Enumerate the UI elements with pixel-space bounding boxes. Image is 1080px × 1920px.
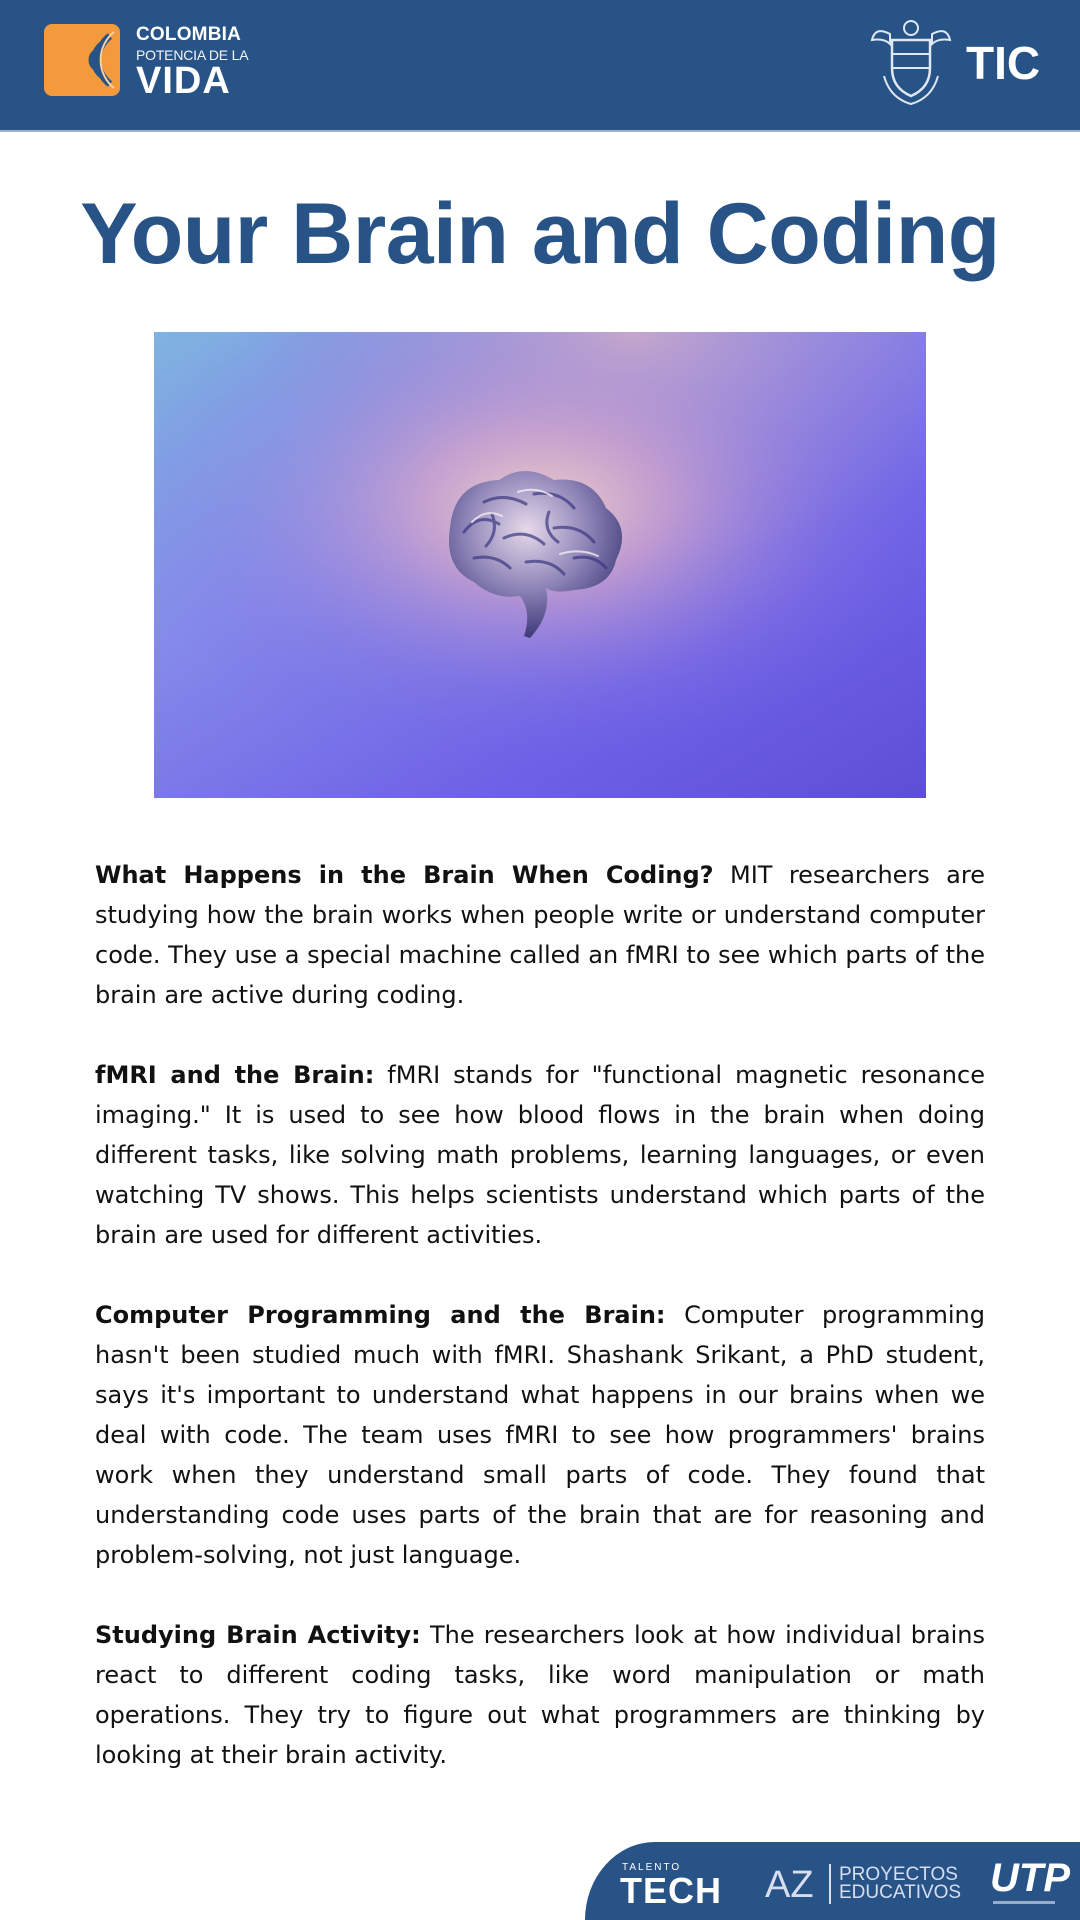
- section-heading: Computer Programming and the Brain:: [95, 1301, 666, 1329]
- utp-logo: UTP: [990, 1856, 1070, 1900]
- talento-tech-logo: [620, 1862, 735, 1911]
- footer-divider: [829, 1864, 831, 1904]
- proyectos-educativos-label: [839, 1866, 961, 1902]
- logo-line-colombia: COLOMBIA: [136, 24, 242, 45]
- coat-of-arms-icon: [870, 16, 952, 108]
- section-text: Computer programming hasn't been studied much with fMRI. Shashank Srikant, a PhD student, says it's important to understand what happens in our brains when we deal with code. The team uses fMRI to see how programmers' brains work when they understand small parts of code. They found that understanding code uses parts of the brain that are for reasoning and problem-solving, not just language.: [95, 1301, 985, 1569]
- footer-bar: [585, 1842, 1080, 1920]
- section-brain-activity: [95, 1615, 985, 1775]
- tic-label: TIC: [966, 37, 1041, 89]
- tech-label: TECH: [620, 1870, 722, 1911]
- section-heading: fMRI and the Brain:: [95, 1061, 375, 1089]
- section-text: The researchers look at how individual brains react to different coding tasks, like word manipulation or math operations. They try to figure out what programmers are thinking by looking at their brain activity.: [95, 1621, 986, 1769]
- colombia-logo: [44, 24, 254, 102]
- section-programming: [95, 1295, 985, 1575]
- educativos-line: EDUCATIVOS: [839, 1882, 962, 1903]
- section-fmri: [95, 1055, 985, 1255]
- section-what-happens: [95, 855, 985, 1015]
- section-text: fMRI stands for "functional magnetic resonance imaging." It is used to see how blood flows in the brain when doing different tasks, like solving math problems, learning languages, or even watching TV shows. This helps scientists understand which parts of the brain are used for different activities.: [95, 1061, 985, 1249]
- header-bar: [0, 0, 1080, 132]
- section-heading: Studying Brain Activity:: [95, 1621, 421, 1649]
- page-title: Your Brain and Coding: [80, 186, 1000, 282]
- colombia-logo-icon: [44, 24, 120, 96]
- logo-line-vida: VIDA: [136, 60, 231, 102]
- utp-subtitle-mark: [993, 1900, 1055, 1906]
- hero-image: [154, 332, 926, 798]
- tic-logo: [870, 16, 1050, 108]
- logo-line-potencia: POTENCIA DE LA: [136, 47, 249, 63]
- brain-illustration: [154, 332, 926, 798]
- article-body: [95, 855, 985, 1815]
- section-heading: What Happens in the Brain When Coding?: [95, 861, 714, 889]
- az-logo: AZ: [765, 1864, 814, 1906]
- proyectos-line: PROYECTOS: [839, 1864, 958, 1885]
- talento-label: TALENTO: [622, 1862, 682, 1873]
- section-text: MIT researchers are studying how the brain works when people write or understand computer code. They use a special machine called an fMRI to see which parts of the brain are active during coding.: [95, 861, 985, 1009]
